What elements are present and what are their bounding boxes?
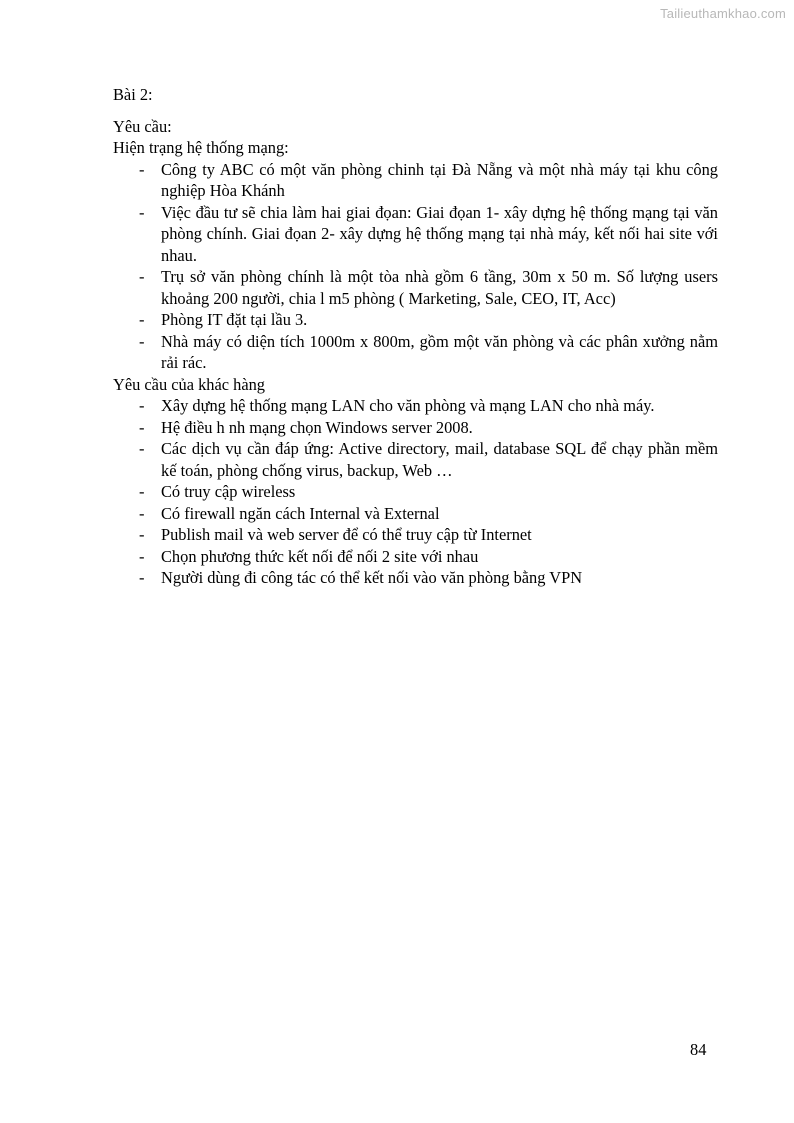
- customer-requirements-heading: Yêu cầu của khác hàng: [113, 374, 265, 394]
- list-item: - Có truy cập wireless: [113, 481, 718, 503]
- requirement-label: Yêu cầu:: [113, 116, 172, 136]
- list-item: - Người dùng đi công tác có thể kết nối vào văn phòng bằng VPN: [113, 567, 718, 589]
- list-item: - Có firewall ngăn cách Internal và External: [113, 503, 718, 525]
- document-body: [113, 84, 718, 589]
- current-state-list: [113, 159, 718, 374]
- list-item: - Công ty ABC có một văn phòng chinh tại Đà Nẵng và một nhà máy tại khu công nghiệp Hòa Khánh: [113, 159, 718, 202]
- list-item: - Hệ điều h nh mạng chọn Windows server 2008.: [113, 417, 718, 439]
- list-item: - Các dịch vụ cần đáp ứng: Active directory, mail, database SQL để chạy phần mềm kế toán, phòng chống virus, backup, Web …: [113, 438, 718, 481]
- list-item: - Trụ sở văn phòng chính là một tòa nhà gồm 6 tầng, 30m x 50 m. Số lượng users khoảng 200 người, chia l m5 phòng ( Marketing, Sale, CEO, IT, Acc): [113, 266, 718, 309]
- page-number: 84: [690, 1040, 707, 1059]
- list-item: - Việc đầu tư sẽ chia làm hai giai đọan: Giai đọan 1- xây dựng hệ thống mạng tại văn phòng chính. Giai đọan 2- xây dựng hệ thống mạng tại nhà máy, kết nối hai site với nhau.: [113, 202, 718, 267]
- exercise-title: Bài 2:: [113, 85, 153, 104]
- list-item: - Phòng IT đặt tại lầu 3.: [113, 309, 718, 331]
- spacer: [113, 106, 718, 116]
- list-item: - Publish mail và web server để có thể truy cập từ Internet: [113, 524, 718, 546]
- list-item: - Xây dựng hệ thống mạng LAN cho văn phòng và mạng LAN cho nhà máy.: [113, 395, 718, 417]
- watermark-text: Tailieuthamkhao.com: [660, 6, 786, 21]
- customer-requirements-list: [113, 395, 718, 589]
- list-item: - Chọn phương thức kết nối để nối 2 site với nhau: [113, 546, 718, 568]
- current-state-heading: Hiện trạng hệ thống mạng:: [113, 138, 289, 157]
- list-item: - Nhà máy có diện tích 1000m x 800m, gồm một văn phòng và các phân xưởng nằm rải rác.: [113, 331, 718, 374]
